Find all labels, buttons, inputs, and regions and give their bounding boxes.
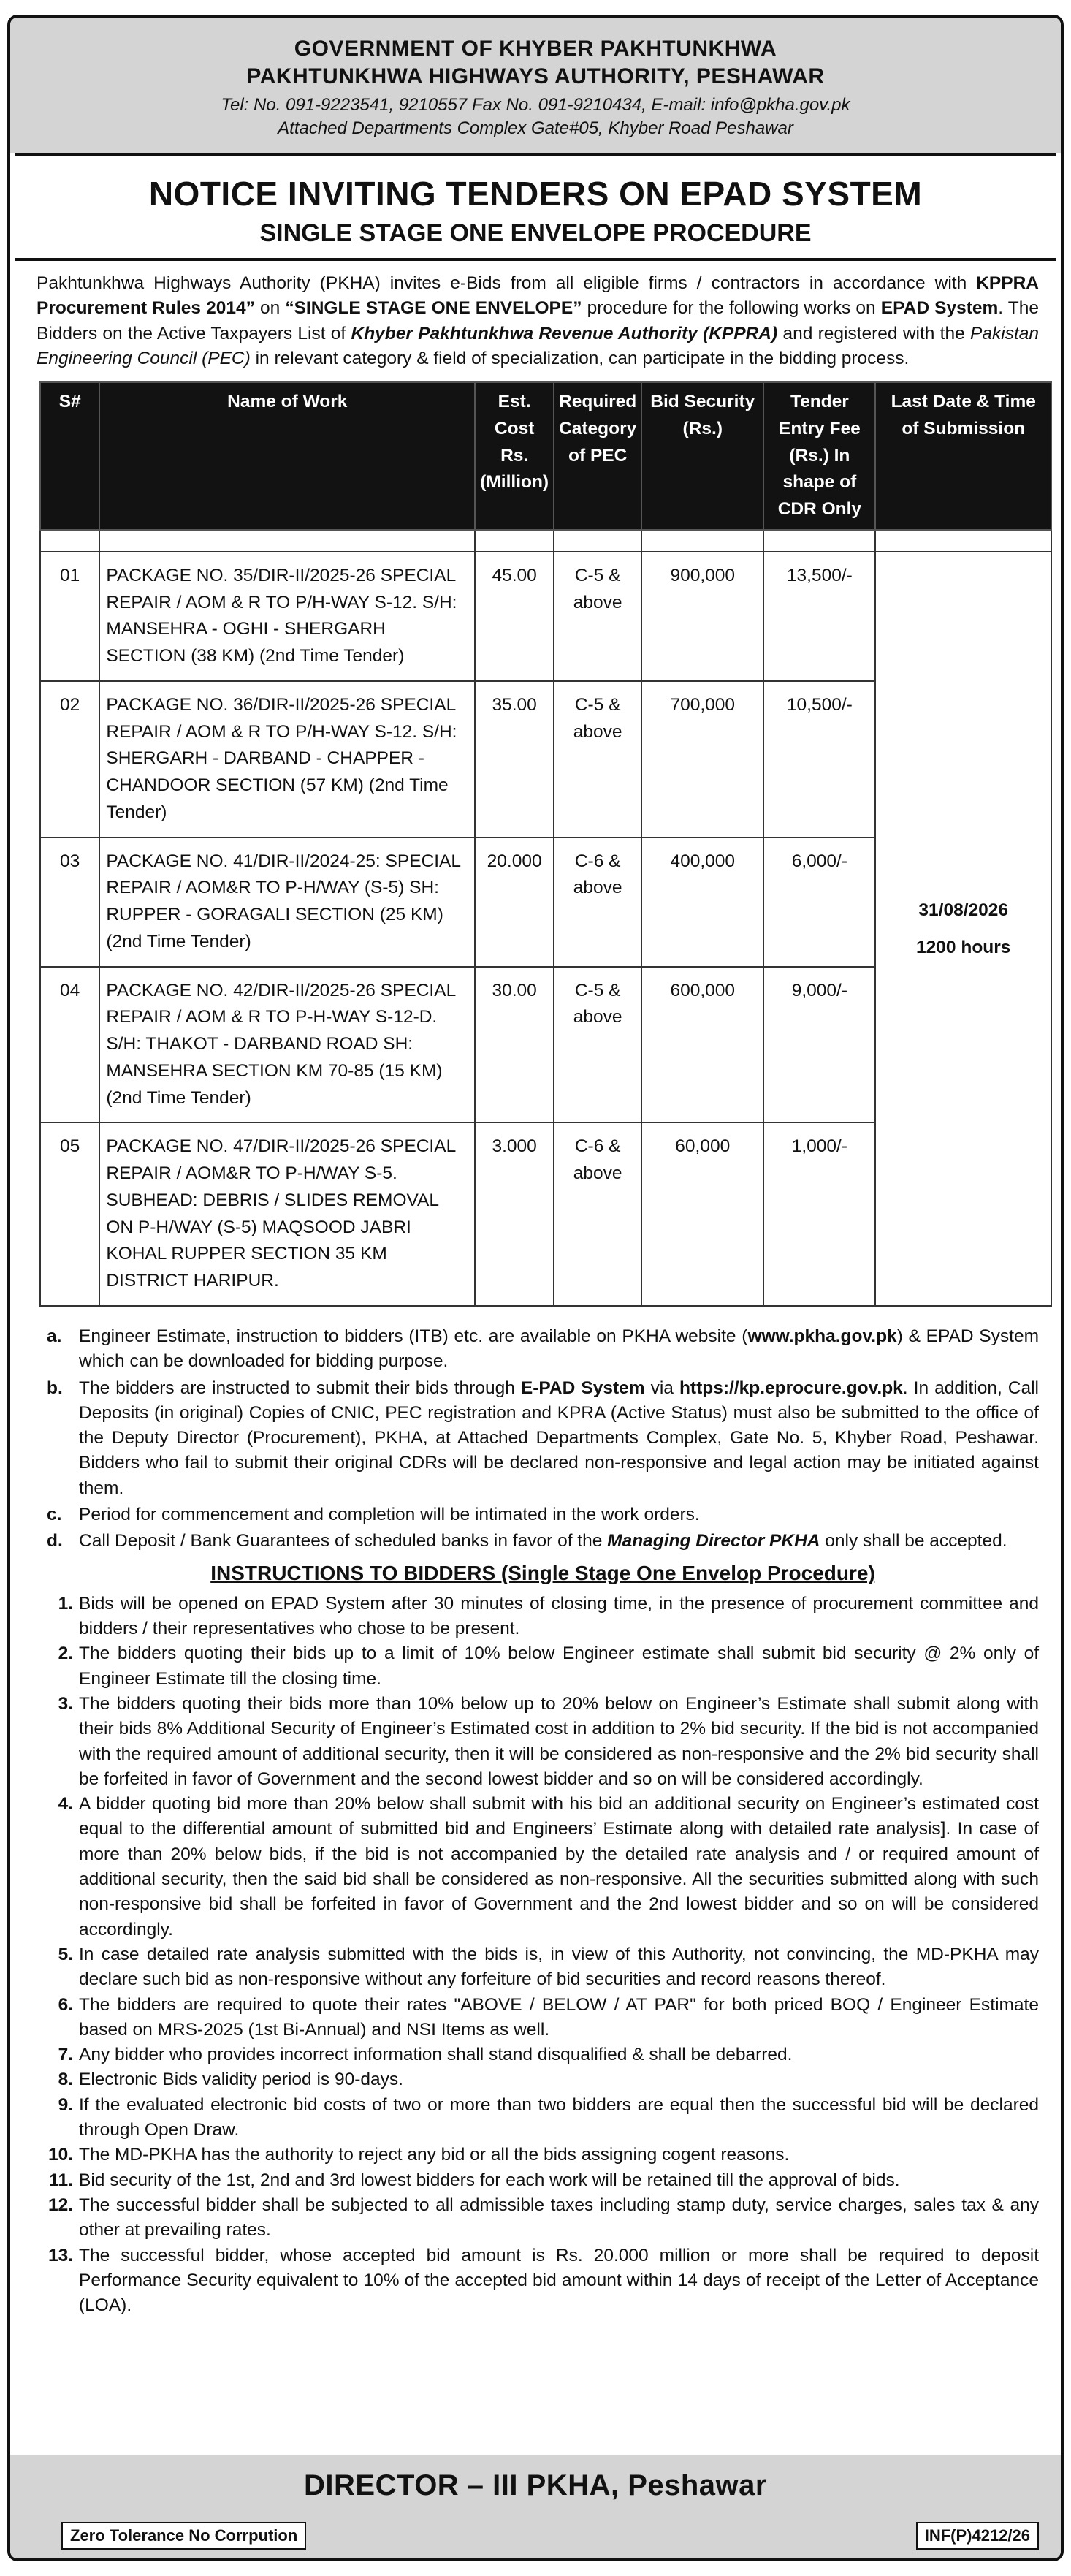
intro-text: procedure for the following works on [582,298,881,319]
header-bid-security: Bid Security (Rs.) [641,382,763,530]
intro-text: in relevant category & field of specialization, can participate in the bidding process. [250,348,910,368]
header-sn: S# [40,382,99,530]
instruction-item [47,2093,1039,2143]
instruction-item [47,1692,1039,1792]
cell-sn: 01 [40,552,99,681]
note-text: The bidders are instructed to submit their bids through [79,1378,521,1398]
cell-sn: 04 [40,967,99,1123]
cell-category: C-5 & above [554,681,641,837]
footer [10,2455,1061,2558]
notice-frame [7,15,1064,2561]
cell-category: C-5 & above [554,552,641,681]
instruction-text: The successful bidder shall be subjected to all admissible taxes including stamp duty, service charges, sales tax & any other at prevailing rates. [79,2195,1039,2241]
note-bold: E-PAD System [520,1378,645,1398]
intro-bold: “SINGLE STAGE ONE ENVELOPE” [285,298,582,319]
slogan-badge: Zero Tolerance No Corrpution [61,2522,306,2550]
instruction-number: 1. [58,1593,73,1614]
note-text: only shall be accepted. [820,1531,1007,1551]
table-row [40,552,1051,681]
header [10,18,1061,153]
cell-category: C-6 & above [554,837,641,967]
authority-title: PAKHTUNKHWA HIGHWAYS AUTHORITY, PESHAWAR [246,64,825,88]
note-text: ) & EPAD System which can be downloaded for bidding purpose. [79,1326,1039,1372]
last-time: 1200 hours [916,937,1011,957]
cell-category: C-5 & above [554,967,641,1123]
note-text: Call Deposit / Bank Guarantees of scheduled banks in favor of the [79,1531,608,1551]
cell-fee: 13,500/- [763,552,875,681]
notice-title: NOTICE INVITING TENDERS ON EPAD SYSTEM [148,175,923,213]
instruction-text: Bids will be opened on EPAD System after 30 minutes of closing time, in the presence of procurement committee and bidders / their representatives who chose to be present. [79,1593,1039,1639]
director-signature: DIRECTOR – III PKHA, Peshawar [304,2469,767,2501]
note-text: . In addition, Call Deposits (in original) Copies of CNIC, PEC registration and KPRA (Active Status) must also be submitted to the office of the Deputy Director (Procurement), PKHA, at Attached Departments Complex, Gate No. 5, Khyber Road, Peshawar. Bidders who fail to submit their original CDRs will be declared non-responsive and legal action may be initiated against them. [79,1378,1040,1498]
notice-subtitle: SINGLE STAGE ONE ENVELOPE PROCEDURE [259,219,812,247]
cell-name: PACKAGE NO. 35/DIR-II/2025-26 SPECIAL REPAIR / AOM & R TO P/H-WAY S-12. S/H: MANSEHRA - OGHI - SHERGARH SECTION (38 KM) (2nd Time Tender) [99,552,475,681]
instruction-item [47,2193,1039,2243]
header-pec-category: Required Category of PEC [554,382,641,530]
instruction-number: 11. [49,2170,73,2190]
instruction-text: Electronic Bids validity period is 90-days. [79,2070,403,2090]
instruction-number: 2. [58,1644,73,1664]
cell-sn: 02 [40,681,99,837]
instruction-number: 3. [58,1693,73,1714]
instruction-text: The bidders are required to quote their rates "ABOVE / BELOW / AT PAR" for both priced BOQ / Engineer Estimate based on MRS-2025 (1st Bi-Annual) and NSI Items as well. [79,1994,1039,2040]
note-label: d. [47,1531,63,1551]
cell-fee: 6,000/- [763,837,875,967]
cell-fee: 1,000/- [763,1122,875,1306]
eprocure-link[interactable]: https://kp.eprocure.gov.pk [679,1378,903,1398]
title-band [15,153,1056,261]
contact-line: Tel: No. 091-9223541, 9210557 Fax No. 091-9210434, E-mail: info@pkha.gov.pk [221,95,850,115]
instruction-number: 6. [58,1994,73,2015]
instruction-number: 10. [47,2145,73,2165]
header-tender-fee: Tender Entry Fee (Rs.) In shape of CDR Only [763,382,875,530]
instruction-item [47,1942,1039,1993]
instruction-text: The bidders quoting their bids more than 10% below up to 20% below on Engineer’s Estimate shall submit along with their bids 8% Additional Security of Engineer’s Estimated cost in addition to 2% bid security. If the bid is not accompanied with the required amount of additional security, then it will be considered as non-responsive and the 2% bid security shall be forfeited in favor of Government and the second lowest bidder and so on will be considered accordingly. [79,1693,1039,1789]
instruction-text: Any bidder who provides incorrect information shall stand disqualified & shall be debarred. [79,2045,793,2065]
cell-cost: 45.00 [475,552,554,681]
works-table [39,381,1052,1307]
intro-italic: Pakistan Engineering Council (PEC) [37,323,1039,368]
cell-security: 400,000 [641,837,763,967]
instruction-item [47,1592,1039,1642]
instruction-item [47,1641,1039,1692]
instruction-text: Bid security of the 1st, 2nd and 3rd lowest bidders for each work will be retained till the approval of bids. [79,2170,900,2190]
cell-cost: 3.000 [475,1122,554,1306]
cell-sn: 05 [40,1122,99,1306]
intro-text: . The Bidders on the Active Taxpayers List of [37,298,1039,343]
instruction-number: 7. [58,2045,73,2065]
note-text: Engineer Estimate, instruction to bidders (ITB) etc. are available on PKHA website ( [79,1326,748,1346]
note-d [47,1529,1039,1554]
note-c [47,1502,1039,1527]
address-line: Attached Departments Complex Gate#05, Khyber Road Peshawar [278,118,793,138]
note-bold-italic: Managing Director PKHA [607,1531,820,1551]
cell-last-date [875,552,1051,1306]
note-a [47,1324,1039,1375]
instruction-item [47,2243,1039,2319]
header-est-cost: Est. Cost Rs. (Million) [475,382,554,530]
instruction-text: The bidders quoting their bids up to a limit of 10% below Engineer estimate shall submit bid security @ 2% only of Engineer Estimate till the closing time. [79,1644,1039,1689]
note-label: c. [47,1505,62,1525]
header-last-date: Last Date & Time of Submission [875,382,1051,530]
cell-fee: 9,000/- [763,967,875,1123]
cell-security: 900,000 [641,552,763,681]
note-b [47,1376,1039,1501]
header-name-of-work: Name of Work [99,382,475,530]
instruction-number: 5. [58,1944,73,1964]
government-title: GOVERNMENT OF KHYBER PAKHTUNKHWA [294,37,777,61]
note-text: via [644,1378,679,1398]
note-label: a. [47,1326,62,1346]
reference-badge: INF(P)4212/26 [916,2522,1039,2550]
instruction-number: 12. [47,2195,73,2215]
spacer-row [40,530,1051,552]
instruction-text: In case detailed rate analysis submitted with the bids is, in view of this Authority, not convincing, the MD-PKHA may declare such bid as non-responsive without any forfeiture of bid securities and record reasons thereof. [79,1944,1039,1990]
notes-section [10,1307,1061,2318]
instruction-item [47,1993,1039,2043]
intro-text: Pakhtunkhwa Highways Authority (PKHA) invites e-Bids from all eligible firms / contractors in accordance with [37,273,977,293]
cell-cost: 30.00 [475,967,554,1123]
cell-name: PACKAGE NO. 42/DIR-II/2025-26 SPECIAL REPAIR / AOM & R TO P-H-WAY S-12-D. S/H: THAKOT - DARBAND ROAD SH: MANSEHRA SECTION KM 70-85 (15 KM) (2nd Time Tender) [99,967,475,1123]
intro-text: on [254,298,286,319]
cell-sn: 03 [40,837,99,967]
instruction-text: A bidder quoting bid more than 20% below shall submit with his bid an additional security on Engineer’s estimated cost equal to the differential amount of submitted bid and Engineers’ Estimate along with detailed rate analysis]. In case of more than 20% below bids, if the bid is not accompanied by the detailed rate analysis and / or required amount of additional security, then the said bid shall be considered as non-responsive. All the securities submitted along with such non-responsive bid shall be forfeited in favor of Government and the 2nd lowest bidder and so on will be considered accordingly. [79,1794,1039,1939]
instruction-number: 8. [58,2070,73,2090]
instruction-number: 9. [58,2094,73,2115]
instruction-text: The MD-PKHA has the authority to reject any bid or all the bids assigning cogent reasons. [79,2145,790,2165]
cell-name: PACKAGE NO. 41/DIR-II/2024-25: SPECIAL REPAIR / AOM&R TO P-H/WAY (S-5) SH: RUPPER - GORAGALI SECTION (25 KM) (2nd Time Tender) [99,837,475,967]
instruction-item [47,2067,1039,2092]
intro-paragraph [10,261,1061,379]
intro-text: and registered with the [777,323,971,343]
instruction-text: If the evaluated electronic bid costs of two or more than two bidders are equal then the successful bid will be declared through Open Draw. [79,2094,1039,2140]
cell-cost: 35.00 [475,681,554,837]
note-text: Period for commencement and completion will be intimated in the work orders. [79,1505,700,1525]
intro-bold-italic: Khyber Pakhtunkhwa Revenue Authority (KPPRA) [351,323,778,343]
last-date: 31/08/2026 [918,900,1009,920]
intro-bold: KPPRA Procurement Rules 2014” [37,273,1039,319]
instruction-item [47,2043,1039,2067]
instruction-item [47,2143,1039,2167]
table-header-row [40,382,1051,530]
instructions-heading: INSTRUCTIONS TO BIDDERS (Single Stage One Envelop Procedure) [210,1561,875,1584]
cell-security: 700,000 [641,681,763,837]
instructions-list [47,1592,1039,2319]
cell-cost: 20.000 [475,837,554,967]
intro-bold: EPAD System [880,298,999,319]
instruction-item [47,2168,1039,2193]
cell-fee: 10,500/- [763,681,875,837]
instruction-number: 13. [47,2245,73,2265]
instruction-number: 4. [58,1794,73,1815]
instruction-item [47,1792,1039,1942]
cell-security: 60,000 [641,1122,763,1306]
cell-category: C-6 & above [554,1122,641,1306]
cell-security: 600,000 [641,967,763,1123]
cell-name: PACKAGE NO. 36/DIR-II/2025-26 SPECIAL REPAIR / AOM & R TO P/H-WAY S-12. S/H: SHERGARH - DARBAND - CHAPPER - CHANDOOR SECTION (57 KM) (2nd Time Tender) [99,681,475,837]
note-label: b. [47,1378,63,1398]
pkha-website-link[interactable]: www.pkha.gov.pk [747,1326,897,1346]
instruction-text: The successful bidder, whose accepted bid amount is Rs. 20.000 million or more shall be required to deposit Performance Security equivalent to 10% of the accepted bid amount within 14 days of receipt of the Letter of Acceptance (LOA). [79,2245,1039,2316]
cell-name: PACKAGE NO. 47/DIR-II/2025-26 SPECIAL REPAIR / AOM&R TO P-H/WAY S-5. SUBHEAD: DEBRIS / SLIDES REMOVAL ON P-H/WAY (S-5) MAQSOOD JABRI KOHAL RUPPER SECTION 35 KM DISTRICT HARIPUR. [99,1122,475,1306]
